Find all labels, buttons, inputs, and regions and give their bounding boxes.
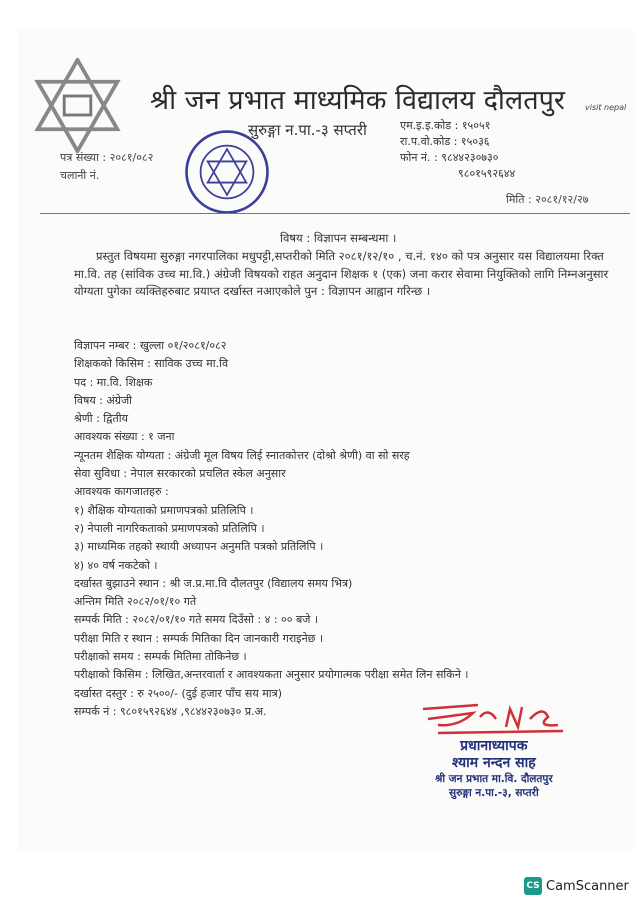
detail-line: सम्पर्क नं : ९८०१५९२६४४ ,९८४४२३०७३० प्र.अ. <box>74 704 267 718</box>
detail-line: सम्पर्क मिति : २०८२/०१/१० गते समय दिउँसो : ४ : ०० बजे । <box>74 613 319 627</box>
vacancy-details <box>74 337 468 721</box>
signature-block <box>435 738 553 800</box>
camscanner-icon: CS <box>524 877 542 895</box>
detail-line: अन्तिम मिति २०८२/०१/१० गते <box>74 595 197 609</box>
school-codes <box>400 118 515 182</box>
camscanner-label: CamScanner <box>546 878 629 894</box>
detail-line: ४) ४० वर्ष नकटेको । <box>74 558 158 572</box>
visit-nepal-logo: visit nepal <box>585 103 627 112</box>
letter-date: मिति : २०८१/१२/२७ <box>506 193 589 206</box>
detail-line: सेवा सुविधा : नेपाल सरकारको प्रचलित स्केल अनुसार <box>74 467 286 481</box>
camscanner-watermark <box>524 877 629 895</box>
detail-line: पद : मा.वि. शिक्षक <box>74 375 153 389</box>
detail-line: विज्ञापन नम्बर : खुल्ला ०१/२०८१/०८२ <box>74 339 227 352</box>
signatory-title: प्रधानाध्यापक <box>460 738 528 754</box>
detail-line: १) शैक्षिक योग्यताको प्रमाणपत्रको प्रतिलिपि । <box>74 503 254 517</box>
detail-line: आवश्यक कागजातहरु : <box>74 485 169 499</box>
dispatch-number: चलानी नं. <box>60 169 100 182</box>
school-name: श्री जन प्रभात माध्यमिक विद्यालय दौलतपुर <box>150 85 565 116</box>
detail-line: न्यूनतम शैक्षिक योग्यता : अंग्रेजी मूल विषय लिई स्नातकोत्तर (दोश्रो श्रेणी) वा सो सरह <box>74 448 410 462</box>
letter-number: पत्र संख्या : २०८१/०८२ <box>60 151 154 164</box>
header-divider <box>40 213 630 214</box>
emis-code: एम.इ.इ.कोड : १५०५१ <box>400 119 491 132</box>
phone-1: : ९८४४२३०७३० <box>434 151 499 164</box>
handwritten-signature <box>418 697 568 737</box>
phone-2: ९८०१५९२६४४ <box>458 167 516 180</box>
detail-line: परीक्षाको किसिम : लिखित,अन्तरवार्ता र आवश्यकता अनुसार प्रयोगात्मक परीक्षा समेत लिन सकिने । <box>74 668 469 682</box>
school-address: सुरुङ्गा न.पा.-३ सप्तरी <box>248 121 367 139</box>
signatory-name: श्याम नन्दन साह <box>452 755 536 771</box>
rpb-code: रा.प.वो.कोड : १५०३६ <box>400 135 490 148</box>
detail-line: शिक्षकको किसिम : साविक उच्च मा.वि <box>74 357 229 371</box>
letter-body: प्रस्तुत विषयमा सुरुङ्गा नगरपालिका मधुपट्टी,सप्तरीको मिति २०८१/१२/१० , च.नं. १४० को पत्र अनुसार यस विद्यालयमा रिक्त मा.वि. तह (सांविक उच्च मा.वि.) अंग्रेजी विषयको राहत अनुदान शिक्षक १ (एक) जना करार सेवामा नियुक्तिको लागि निम्नअनुसार योग्यता पुगेका व्यक्तिहरुबाट प्रयाप्त दर्खास्त नआएकोले पुन : विज्ञापन आह्वान गरिन्छ । <box>74 249 609 298</box>
detail-line: ३) माध्यमिक तहको स्थायी अध्यापन अनुमति पत्रको प्रतिलिपि । <box>74 540 324 554</box>
school-stamp-icon <box>183 128 271 216</box>
detail-line: परीक्षा मिति र स्थान : सम्पर्क मितिका दिन जानकारी गराइनेछ । <box>74 631 324 645</box>
detail-line: २) नेपाली नागरिकताको प्रमाणपत्रको प्रतिलिपि । <box>74 521 265 535</box>
detail-line: विषय : अंग्रेजी <box>74 393 133 407</box>
detail-line: परीक्षाको समय : सम्पर्क मितिमा तोकिनेछ । <box>74 650 247 664</box>
detail-line: दर्खास्त बुझाउने स्थान : श्री ज.प्र.मा.वि दौलतपुर (विद्यालय समय भित्र) <box>74 576 353 590</box>
signatory-address: सुरुङ्गा न.पा.-३, सप्तरी <box>448 787 539 799</box>
signatory-school: श्री जन प्रभात मा.वि. दौलतपुर <box>435 773 553 785</box>
detail-line: आवश्यक संख्या : १ जना <box>74 430 175 444</box>
detail-line: श्रेणी : द्वितीय <box>74 412 128 426</box>
phone-label: फोन नं. <box>400 151 431 164</box>
detail-line: दर्खास्त दस्तुर : रु २५००/- (दुई हजार पाँच सय मात्र) <box>74 686 283 700</box>
school-emblem-star <box>30 58 125 153</box>
letter-subject: विषय : विज्ञापन सम्बन्धमा । <box>280 231 397 245</box>
